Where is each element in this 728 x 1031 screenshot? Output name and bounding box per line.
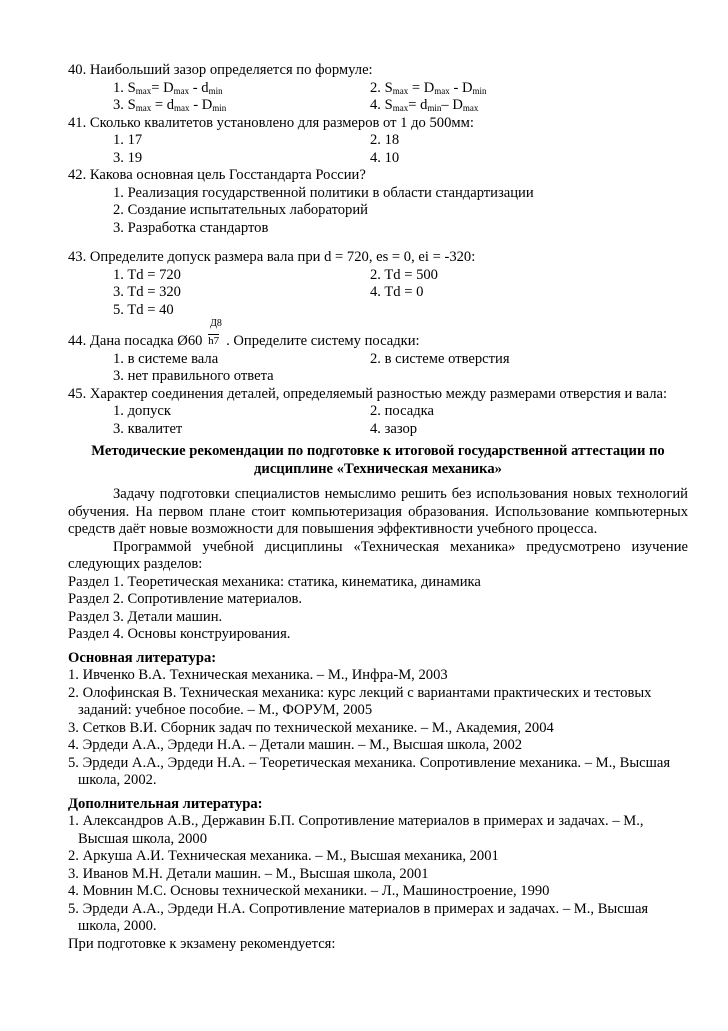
fit-fraction: $\frac{Д8}{h7}$ (208, 318, 222, 347)
answer-41-4: 4. 10 (370, 149, 400, 166)
section-item: Раздел 1. Теоретическая механика: статика, кинематика, динамика (68, 573, 481, 590)
answer-40-2: 2. $S_{max} = D_{max} - D_{min}$ (370, 79, 487, 96)
answer-41-2: 2. 18 (370, 132, 400, 148)
section-heading: Методические рекомендации по подготовке к итоговой государственной аттестации по дисциплине «Техническая механика» (91, 443, 665, 477)
section-item: Раздел 4. Основы конструирования. (68, 626, 291, 642)
additional-literature-title: Дополнительная литература: (68, 795, 263, 812)
exam-recommendation: При подготовке к экзамену рекомендуется: (68, 935, 336, 952)
literature-item: 3. Иванов М.Н. Детали машин. – М., Высшая школа, 2001 (68, 865, 429, 882)
answer-43-4: 4. Td = 0 (370, 284, 424, 300)
answer-44-3: 3. нет правильного ответа (113, 368, 274, 384)
literature-item: 1. Александров А.В., Державин Б.П. Сопротивление материалов в примерах и задачах. – М., Высшая школа, 2000 (68, 813, 644, 847)
question-40: 40. Наибольший зазор определяется по формуле: (68, 62, 373, 78)
answer-42-2: 2. Создание испытательных лабораторий (113, 202, 368, 218)
answer-44-2: 2. в системе отверстия (370, 350, 510, 367)
answer-43-5: 5. Td = 40 (113, 301, 174, 318)
answer-43-3: 3. Td = 320 (113, 284, 181, 300)
answer-45-4: 4. зазор (370, 420, 418, 437)
question-43: 43. Определите допуск размера вала при d = 720, es = 0, ei = -320: (68, 249, 476, 265)
literature-item: 1. Ивченко В.А. Техническая механика. – М., Инфра-М, 2003 (68, 667, 448, 683)
question-42: 42. Какова основная цель Госстандарта России? (68, 167, 366, 183)
answer-45-3: 3. квалитет (113, 420, 183, 437)
answer-row (68, 150, 688, 168)
answer-row (68, 97, 688, 115)
answer-41-3: 3. 19 (113, 149, 143, 166)
answer-44-1: 1. в системе вала (113, 350, 219, 367)
answer-row (68, 80, 688, 98)
answer-43-2: 2. Td = 500 (370, 266, 438, 283)
answer-45-2: 2. посадка (370, 403, 434, 419)
answer-42-1: 1. Реализация государственной политики в области стандартизации (113, 184, 534, 201)
answer-40-1: 1. $S_{max}= D_{max} - d_{min}$ (113, 79, 223, 96)
answer-row (68, 351, 688, 369)
literature-item: 3. Сетков В.И. Сборник задач по технической механике. – М., Академия, 2004 (68, 719, 554, 736)
answer-row (68, 267, 688, 285)
intro-paragraph: Задачу подготовки специалистов немыслимо решить без использования новых технологий обучения. На первом плане стоит компьютеризация образования. Использование компьютерных средств даёт новые возможности для повышения эффективности учебного процесса. (68, 486, 688, 537)
program-paragraph: Программой учебной дисциплины «Техническая механика» предусмотрено изучение следующих разделов: (68, 538, 688, 572)
document-page (68, 62, 688, 953)
answer-40-3: 3. $S_{max} = d_{max} - D_{min}$ (113, 97, 227, 113)
section-item: Раздел 3. Детали машин. (68, 608, 223, 625)
literature-item: 5. Эрдеди А.А., Эрдеди Н.А. Сопротивление материалов в примерах и задачах. – М., Высшая школа, 2000. (68, 900, 649, 934)
answer-row (68, 421, 688, 439)
answer-41-1: 1. 17 (113, 132, 143, 148)
literature-item: 4. Мовнин М.С. Основы технической механики. – Л., Машиностроение, 1990 (68, 883, 550, 899)
main-literature-title: Основная литература: (68, 649, 217, 666)
answer-row (68, 284, 688, 302)
section-item: Раздел 2. Сопротивление материалов. (68, 591, 303, 607)
question-44: 44. Дана посадка Ø60 $\frac{Д8}{h7}$ . Определите систему посадки: (68, 318, 420, 349)
answer-45-1: 1. допуск (113, 403, 171, 419)
literature-item: 2. Аркуша А.И. Техническая механика. – М., Высшая механика, 2001 (68, 848, 499, 864)
answer-row (68, 132, 688, 150)
answer-43-1: 1. Td = 720 (113, 266, 181, 283)
answer-42-3: 3. Разработка стандартов (113, 219, 269, 236)
answer-row (68, 403, 688, 421)
literature-item: 4. Эрдеди А.А., Эрдеди Н.А. – Детали машин. – М., Высшая школа, 2002 (68, 737, 523, 753)
literature-item: 5. Эрдеди А.А., Эрдеди Н.А. – Теоретическая механика. Сопротивление механика. – М., Высшая школа, 2002. (68, 754, 671, 788)
question-45: 45. Характер соединения деталей, определяемый разностью между размерами отверстия и вала: (68, 385, 668, 402)
literature-item: 2. Олофинская В. Техническая механика: курс лекций с вариантами практических и тестовых заданий: учебное пособие. – М., ФОРУМ, 2005 (68, 684, 652, 718)
question-41: 41. Сколько квалитетов установлено для размеров от 1 до 500мм: (68, 114, 474, 131)
answer-40-4: 4. $S_{max}= d_{min}-$ $D_{max}$ (370, 97, 479, 113)
